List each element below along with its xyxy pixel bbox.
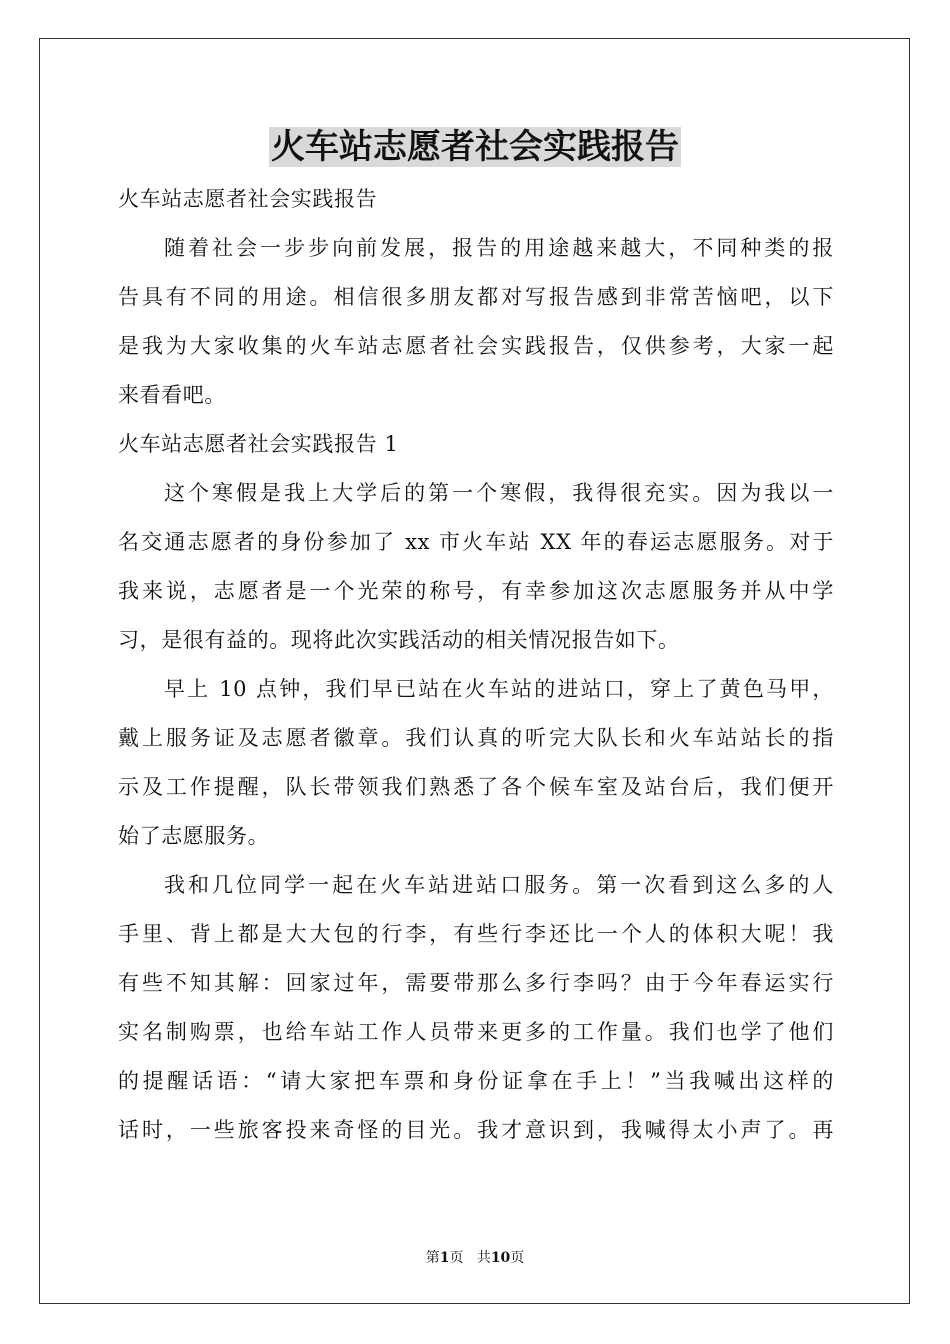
text-line: 随着社会一步步向前发展，报告的用途越来越大，不同种类的报 <box>164 236 834 260</box>
text-line: 我和几位同学一起在火车站进站口服务。第一次看到这么多的人 <box>164 873 834 897</box>
text-line: 实名制购票，也给车站工作人员带来更多的工作量。我们也学了他们 <box>118 1020 834 1044</box>
footer-page-suffix: 页 <box>449 1250 464 1266</box>
text-line: 早上 10 点钟，我们早已站在火车站的进站口，穿上了黄色马甲， <box>164 677 834 701</box>
text-line: 的提醒话语：“请大家把车票和身份证拿在手上！”当我喊出这样的 <box>118 1069 834 1093</box>
text-line: 火车站志愿者社会实践报告 1 <box>118 432 399 456</box>
text-line: 来看看吧。 <box>118 383 226 407</box>
document-title <box>0 124 950 170</box>
text-line: 有些不知其解：回家过年，需要带那么多行李吗？由于今年春运实行 <box>118 971 834 995</box>
text-line: 是我为大家收集的火车站志愿者社会实践报告，仅供参考，大家一起 <box>118 334 834 358</box>
text-line: 火车站志愿者社会实践报告 <box>118 187 378 211</box>
text-line: 戴上服务证及志愿者徽章。我们认真的听完大队长和火车站站长的指 <box>118 726 834 750</box>
text-line: 名交通志愿者的身份参加了 xx 市火车站 XX 年的春运志愿服务。对于 <box>118 530 834 554</box>
document-title-text: 火车站志愿者社会实践报告 <box>271 127 679 167</box>
footer-total-suffix: 页 <box>510 1250 525 1266</box>
page-footer <box>0 1248 950 1268</box>
footer-page-number: 1 <box>439 1250 450 1266</box>
footer-page-prefix: 第 <box>425 1250 440 1266</box>
text-line: 这个寒假是我上大学后的第一个寒假，我得很充实。因为我以一 <box>164 481 834 505</box>
text-line: 习，是很有益的。现将此次实践活动的相关情况报告如下。 <box>118 628 680 652</box>
text-line: 示及工作提醒，队长带领我们熟悉了各个候车室及站台后，我们便开 <box>118 775 834 799</box>
footer-total-prefix: 共 <box>476 1250 491 1266</box>
text-line: 告具有不同的用途。相信很多朋友都对写报告感到非常苦恼吧，以下 <box>118 285 834 309</box>
document-body <box>118 175 834 1155</box>
text-line: 我来说，志愿者是一个光荣的称号，有幸参加这次志愿服务并从中学 <box>118 579 834 603</box>
text-line: 话时，一些旅客投来奇怪的目光。我才意识到，我喊得太小声了。再 <box>118 1118 834 1142</box>
text-line: 始了志愿服务。 <box>118 824 270 848</box>
footer-total-number: 10 <box>490 1250 511 1266</box>
text-line: 手里、背上都是大大包的行李，有些行李还比一个人的体积大呢！我 <box>118 922 834 946</box>
